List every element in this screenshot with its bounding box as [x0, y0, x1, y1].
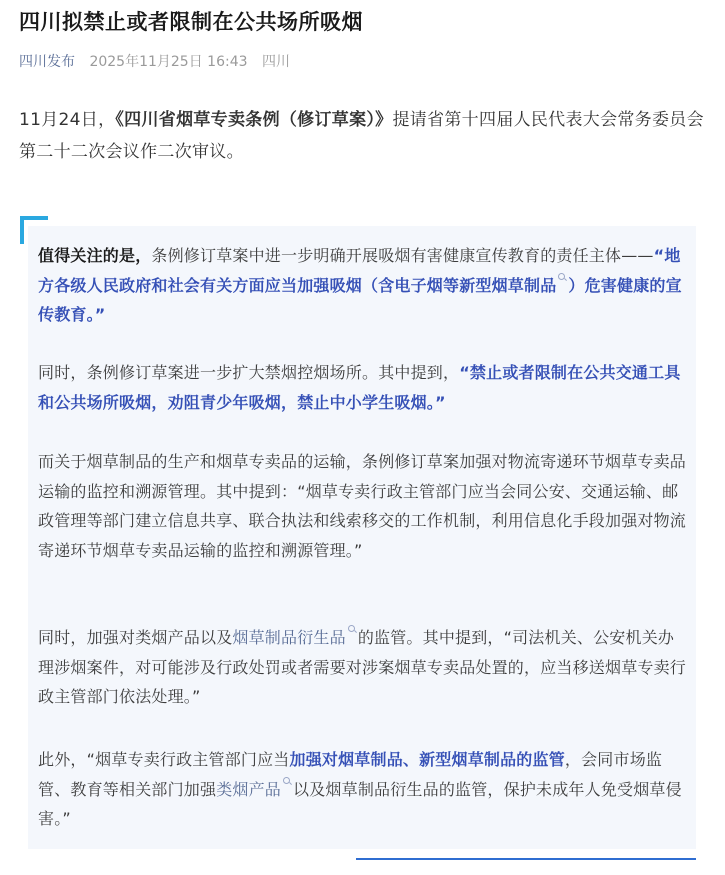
p5-text-b: ，会同市场监管、教育等相关部门加强: [38, 750, 663, 799]
p5-search-link[interactable]: [216, 780, 293, 799]
article-datetime: 2025年11月25日 16:43: [89, 54, 248, 70]
p1-highlight-b: ）危害健康的宣传教育。”: [38, 275, 682, 324]
p5-text-c: 以及烟草制品衍生品的监管，保护未成年人免受烟草侵害。”: [38, 779, 682, 828]
quote-paragraph-4: [38, 623, 690, 712]
lead-paragraph: [19, 104, 709, 168]
p4-text-b: 的监管。其中提到，“司法机关、公安机关办理涉烟案件，对可能涉及行政处罚或者需要对涉案烟草专卖品处置的，应当移送烟草专卖行政主管部门依法处理。”: [38, 628, 687, 706]
article-source-link[interactable]: 四川发布: [19, 54, 75, 70]
p5-highlight: 加强对烟草制品、新型烟草制品的监管: [289, 750, 565, 769]
p5-link-text[interactable]: 类烟产品: [216, 779, 282, 799]
p5-text-a: 此外，“烟草专卖行政主管部门应当: [38, 750, 290, 769]
p4-text-a: 同时，加强对类烟产品以及: [38, 628, 233, 647]
search-icon: [558, 273, 566, 281]
p1-lead-in: 值得关注的是，: [38, 246, 152, 265]
article-location: 四川: [261, 54, 290, 70]
quote-paragraph-5: [38, 745, 690, 834]
quote-corner-mark: [20, 216, 48, 244]
article-meta: [19, 51, 300, 71]
p1-search-link[interactable]: [459, 276, 568, 295]
article-title: 四川拟禁止或者限制在公共场所吸烟: [19, 10, 363, 34]
p1-link-text[interactable]: 新型烟草制品: [459, 275, 557, 295]
p1-highlight-a: “地方各级人民政府和社会有关方面应当加强吸烟（含电子烟等: [38, 246, 681, 295]
p2-highlight: “禁止或者限制在公共交通工具和公共场所吸烟，劝阻青少年吸烟，禁止中小学生吸烟。”: [38, 363, 681, 412]
p4-link-text[interactable]: 烟草制品衍生品: [232, 628, 346, 647]
p2-text: 同时，条例修订草案进一步扩大禁烟控烟场所。其中提到，: [38, 363, 460, 382]
search-icon: [283, 777, 291, 785]
search-icon: [348, 625, 356, 633]
p1-text: 条例修订草案中进一步明确开展吸烟有害健康宣传教育的责任主体——: [151, 246, 654, 265]
quote-paragraph-3: [38, 447, 690, 565]
law-name: 《四川省烟草专卖条例（修订草案）》: [115, 110, 393, 130]
lead-date: 11月24日，: [19, 110, 116, 130]
quote-paragraph-2: [38, 358, 690, 417]
quote-bottom-line: [356, 858, 696, 860]
p3-text: 而关于烟草制品的生产和烟草专卖品的运输，条例修订草案加强对物流寄递环节烟草专卖品运输的监控和溯源管理。其中提到：“烟草专卖行政主管部门应当会同公安、交通运输、邮政管理等部门建立信息共享、联合执法和线索移交的工作机制，利用信息化手段加强对物流寄递环节烟草专卖品运输的监控和溯源管理。”: [38, 452, 687, 560]
lead-rest: 提请省第十四届人民代表大会常务委员会第二十二次会议作二次审议。: [19, 110, 704, 162]
p4-search-link[interactable]: [232, 628, 357, 647]
quote-paragraph-1: [38, 241, 690, 330]
